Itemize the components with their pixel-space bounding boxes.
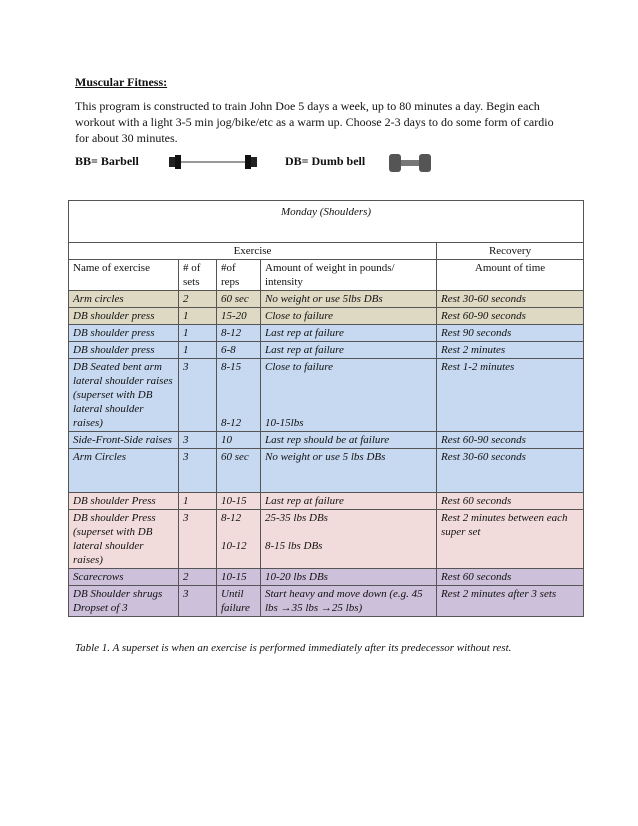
table-row (69, 325, 584, 342)
abbreviation-legend (75, 152, 565, 174)
exercise-name: Arm circles (69, 291, 179, 308)
exercise-recovery: Rest 60-90 seconds (437, 308, 584, 325)
exercise-name (69, 359, 179, 432)
exercise-name-primary: DB Seated bent arm lateral shoulder raises (73, 361, 173, 387)
exercise-reps: 6-8 (217, 342, 261, 359)
exercise-reps-superset: 10-12 (221, 540, 247, 552)
column-header-reps: #of reps (217, 260, 261, 291)
exercise-recovery: Rest 1-2 minutes (437, 359, 584, 432)
exercise-name: DB shoulder Press (69, 493, 179, 510)
exercise-recovery: Rest 30-60 seconds (437, 291, 584, 308)
exercise-sets: 1 (179, 325, 217, 342)
exercise-recovery: Rest 2 minutes (437, 342, 584, 359)
intro-paragraph: This program is constructed to train John Doe 5 days a week, up to 80 minutes a day. Begin each workout with a light 3-5 min jog/bike/etc as a warm up. Choose 2-3 days to do some form of cardio for about 30 minutes. (75, 99, 554, 145)
exercise-sets: 3 (179, 359, 217, 432)
table-title: Monday (Shoulders) (69, 201, 584, 243)
table-row (69, 342, 584, 359)
exercise-weight (261, 359, 437, 432)
exercise-reps: 60 sec (217, 449, 261, 493)
exercise-name: DB shoulder press (69, 308, 179, 325)
table-row (69, 569, 584, 586)
exercise-name: Arm Circles (69, 449, 179, 493)
exercise-reps: Until failure (217, 586, 261, 617)
exercise-recovery: Rest 2 minutes after 3 sets (437, 586, 584, 617)
dumbbell-icon (387, 152, 433, 174)
exercise-sets: 2 (179, 291, 217, 308)
table-row (69, 291, 584, 308)
table-row (69, 432, 584, 449)
exercise-weight-primary: 25-35 lbs DBs (265, 512, 328, 524)
exercise-name: Side-Front-Side raises (69, 432, 179, 449)
workout-table (68, 200, 584, 617)
table-caption: Table 1. A superset is when an exercise is performed immediately after its predecessor without rest. (75, 642, 512, 654)
table-row (69, 586, 584, 617)
exercise-reps-superset: 8-12 (221, 417, 242, 429)
exercise-weight: No weight or use 5 lbs DBs (261, 449, 437, 493)
exercise-weight: Close to failure (261, 308, 437, 325)
exercise-weight-superset: 10-15lbs (265, 417, 304, 429)
exercise-reps (217, 359, 261, 432)
exercise-reps: 8-12 (217, 325, 261, 342)
exercise-sets: 1 (179, 493, 217, 510)
exercise-weight: 10-20 lbs DBs (261, 569, 437, 586)
exercise-recovery: Rest 60-90 seconds (437, 432, 584, 449)
section-recovery-header: Recovery (437, 243, 584, 260)
exercise-weight: No weight or use 5lbs DBs (261, 291, 437, 308)
exercise-recovery: Rest 60 seconds (437, 493, 584, 510)
column-header-name: Name of exercise (69, 260, 179, 291)
table-row (69, 359, 584, 432)
exercise-recovery: Rest 30-60 seconds (437, 449, 584, 493)
exercise-reps: 60 sec (217, 291, 261, 308)
barbell-icon (167, 152, 259, 172)
barbell-abbreviation: BB= Barbell (75, 154, 139, 168)
exercise-name: DB Shoulder shrugs Dropset of 3 (69, 586, 179, 617)
exercise-reps: 15-20 (217, 308, 261, 325)
exercise-recovery: Rest 90 seconds (437, 325, 584, 342)
exercise-sets: 2 (179, 569, 217, 586)
exercise-weight-superset: 8-15 lbs DBs (265, 540, 323, 552)
column-header-weight: Amount of weight in pounds/ intensity (261, 260, 437, 291)
exercise-weight (261, 510, 437, 569)
exercise-reps: 10 (217, 432, 261, 449)
exercise-weight: Last rep at failure (261, 493, 437, 510)
table-row (69, 510, 584, 569)
exercise-name (69, 510, 179, 569)
exercise-sets: 3 (179, 432, 217, 449)
exercise-sets: 1 (179, 308, 217, 325)
exercise-recovery: Rest 2 minutes between each super set (437, 510, 584, 569)
exercise-reps: 10-15 (217, 569, 261, 586)
exercise-reps-primary: 8-15 (221, 361, 242, 373)
exercise-weight: Last rep at failure (261, 325, 437, 342)
table-row (69, 493, 584, 510)
exercise-sets: 3 (179, 510, 217, 569)
column-header-sets: # of sets (179, 260, 217, 291)
exercise-reps (217, 510, 261, 569)
dumbbell-abbreviation: DB= Dumb bell (285, 154, 366, 168)
exercise-sets: 3 (179, 586, 217, 617)
exercise-weight: Start heavy and move down (e.g. 45 lbs →35 lbs →25 lbs) (261, 586, 437, 617)
exercise-name-primary: DB shoulder Press (73, 512, 156, 524)
exercise-sets: 1 (179, 342, 217, 359)
table-row (69, 449, 584, 493)
table-row (69, 308, 584, 325)
exercise-weight: Last rep at failure (261, 342, 437, 359)
exercise-reps: 10-15 (217, 493, 261, 510)
exercise-name: DB shoulder press (69, 325, 179, 342)
exercise-sets: 3 (179, 449, 217, 493)
exercise-name-superset: (superset with DB lateral shoulder raises) (73, 389, 153, 429)
exercise-name: DB shoulder press (69, 342, 179, 359)
exercise-weight-primary: Close to failure (265, 361, 334, 373)
section-heading: Muscular Fitness: (75, 75, 168, 89)
section-exercise-header: Exercise (69, 243, 437, 260)
exercise-weight: Last rep should be at failure (261, 432, 437, 449)
column-header-recovery: Amount of time (437, 260, 584, 291)
exercise-reps-primary: 8-12 (221, 512, 242, 524)
exercise-name-superset: (superset with DB lateral shoulder raises) (73, 526, 153, 566)
exercise-recovery: Rest 60 seconds (437, 569, 584, 586)
exercise-name: Scarecrows (69, 569, 179, 586)
